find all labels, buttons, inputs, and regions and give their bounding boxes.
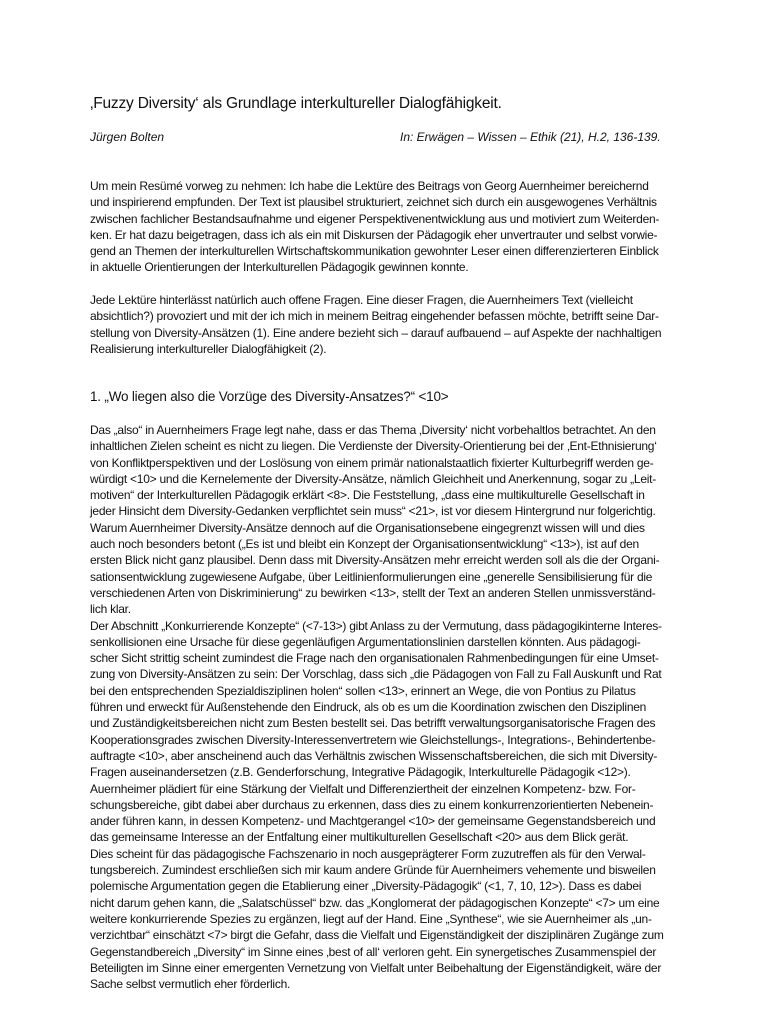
document-title: ‚Fuzzy Diversity‘ als Grundlage interkultureller Dialogfähigkeit. bbox=[90, 95, 502, 112]
text-line: gend an Themen der interkulturellen Wirtschaftskommunikation gewohnter Leser einen differenzierteren Einblick bbox=[90, 244, 659, 259]
text-line: Fragen auseinandersetzen (z.B. Genderforschung, Integrative Pädagogik, Interkulturelle Pädagogik <12>). bbox=[90, 765, 631, 780]
text-line: senkollisionen eine Ursache für diese gegenläufigen Argumentationslinien darstellen könnten. Aus pädagogi- bbox=[90, 634, 641, 649]
text-line: ersten Blick nicht ganz plausibel. Denn dass mit Diversity-Ansätzen mehr erreicht werden soll als die der Organi- bbox=[90, 553, 660, 568]
text-line: würdigt <10> und die Kernelemente der Diversity-Ansätze, nämlich Gleichheit und Anerkennung, sogar zu „Leit- bbox=[90, 471, 656, 486]
text-line: Beteiligten im Sinne einer emergenten Vernetzung von Vielfalt unter Beibehaltung der Eigenständigkeit, wäre der bbox=[90, 960, 662, 975]
text-line: verschiedenen Arten von Diskriminierung“ zu bewirken <13>, stellt der Text an anderen Stellen unmissverständ- bbox=[90, 585, 656, 600]
text-line: auftragte <10>, aber anscheinend auch das Verhältnis zwischen Wissenschaftsbereichen, die sich mit Diversity- bbox=[90, 748, 658, 763]
text-line: verzichtbar“ einschätzt <7> birgt die Gefahr, dass die Vielfalt und Eigenständigkeit der disziplinären Zugänge zum bbox=[90, 928, 664, 943]
text-line: zung von Diversity-Ansätzen zu sein: Der Vorschlag, dass sich „die Pädagogen von Fall zu Fall Auskunft und Rat bbox=[90, 667, 662, 682]
text-line: Gegenstandbereich „Diversity“ im Sinne eines ‚best of all‘ verloren geht. Ein synergetisches Zusammenspiel der bbox=[90, 944, 657, 959]
text-line: scher Sicht strittig scheint zumindest die Frage nach den organisationalen Rahmenbedingungen für eine Umset- bbox=[90, 651, 659, 666]
text-line: absichtlich?) provoziert und mit der ich mich in meinem Beitrag eingehender befassen möchte, betrifft seine Dar- bbox=[90, 309, 659, 324]
text-line: und Zuständigkeitsbereichen nicht zum Besten bestellt sei. Das betrifft verwaltungsorganisatorische Fragen des bbox=[90, 716, 656, 731]
author-name: Jürgen Bolten bbox=[90, 130, 165, 144]
paragraph-questions bbox=[90, 292, 672, 357]
section-heading: 1. „Wo liegen also die Vorzüge des Diversity-Ansatzes?“ <10> bbox=[90, 389, 449, 404]
text-line: inhaltlichen Zielen scheint es nicht zu liegen. Die Verdienste der Diversity-Orientierung bei der ‚Ent-Ethnisierung‘ bbox=[90, 439, 657, 454]
text-line: ander führen kann, in dessen Kompetenz- und Machtgerangel <10> der gemeinsame Gegenstandsbereich und bbox=[90, 814, 656, 829]
text-line: Warum Auernheimer Diversity-Ansätze dennoch auf die Organisationsebene eingegrenzt wissen will und dies bbox=[90, 520, 645, 535]
text-line: zwischen fachlicher Bestandsaufnahme und eigener Perspektivenentwicklung aus und motiviert zum Weiterden- bbox=[90, 211, 660, 226]
text-line: auch noch besonders betont („Es ist und bleibt ein Konzept der Organisationsentwicklung“ <13>), ist auf den bbox=[90, 537, 639, 552]
text-line: Um mein Resümé vorweg zu nehmen: Ich habe die Lektüre des Beitrags von Georg Auernheimer bereichernd bbox=[90, 179, 649, 193]
text-line: Kooperationsgrades zwischen Diversity-Interessenvertretern wie Gleichstellungs-, Integrations-, Behindertenbe- bbox=[90, 732, 656, 747]
text-line: schungsbereiche, gibt dabei aber durchaus zu erkennen, dass dies zu einem konkurrenzorientierten Nebenein- bbox=[90, 797, 654, 812]
text-line: führen und erweckt für Außenstehende den Eindruck, als ob es um die Koordination zwischen den Disziplinen bbox=[90, 700, 647, 715]
text-line: motiven“ der Interkulturellen Pädagogik erklärt <8>. Die Feststellung, „dass eine multikulturelle Gesellschaft in bbox=[90, 488, 645, 503]
text-line: in aktuelle Orientierungen der Interkulturellen Pädagogik gewinnen konnte. bbox=[90, 260, 469, 275]
text-line: Der Abschnitt „Konkurrierende Konzepte“ (<7-13>) gibt Anlass zu der Vermutung, dass pädagogikinterne Interes- bbox=[90, 618, 662, 633]
text-line: ken. Er hat dazu beigetragen, dass ich als ein mit Diskursen der Pädagogik eher unvertrauter und selbst vorwie- bbox=[90, 227, 658, 242]
text-line: Realisierung interkultureller Dialogfähigkeit (2). bbox=[90, 341, 327, 356]
text-line: und inspirierend empfunden. Der Text ist plausibel strukturiert, zeichnet sich durch ein ausgewogenes Verhältnis bbox=[90, 195, 657, 210]
text-line: von Konfliktperspektiven und der Loslösung von einem primär nationalstaatlich fixierter Kulturbegriff werden ge- bbox=[90, 455, 654, 470]
text-line: das gemeinsame Interesse an der Entfaltung einer multikulturellen Gesellschaft <20> aus dem Blick gerät. bbox=[90, 830, 629, 845]
text-line: Jede Lektüre hinterlässt natürlich auch offene Fragen. Eine dieser Fragen, die Auernheimers Text (vielleicht bbox=[90, 293, 633, 307]
text-line: polemische Argumentation gegen die Etablierung einer „Diversity-Pädagogik“ (<1, 7, 10, 12>). Dass es dabei bbox=[90, 879, 642, 894]
text-line: tungsbereich. Zumindest erschließen sich mir kaum andere Gründe für Auernheimers vehemente und bisweilen bbox=[90, 863, 656, 878]
paragraph-intro bbox=[90, 178, 672, 276]
text-line: Dies scheint für das pädagogische Fachszenario in noch ausgeprägterer Form zuzutreffen als für den Verwal- bbox=[90, 846, 646, 861]
text-line: Auernheimer plädiert für eine Stärkung der Vielfalt und Differenziertheit der einzelnen Kompetenz- bzw. For- bbox=[90, 781, 636, 796]
text-line: bei den entsprechenden Spezialdisziplinen holen“ sollen <13>, erinnert an Wege, die von Pontius zu Pilatus bbox=[90, 683, 636, 698]
text-line: weitere konkurrierende Spezies zu ergänzen, liegt auf der Hand. Eine „Synthese“, wie sie Auernheimer als „un- bbox=[90, 911, 652, 926]
text-line: nicht darum gehen kann, die „Salatschüssel“ bzw. das „Konglomerat der pädagogischen Konzepte“ <7> um eine bbox=[90, 895, 660, 910]
text-line: Das „also“ in Auernheimers Frage legt nahe, dass er das Thema ‚Diversity‘ nicht vorbehaltlos betrachtet. An den bbox=[90, 423, 656, 437]
text-line: lich klar. bbox=[90, 602, 131, 617]
text-line: Sache selbst vermutlich eher förderlich. bbox=[90, 977, 291, 992]
section-body bbox=[90, 422, 672, 992]
text-line: jeder Hinsicht dem Diversity-Gedanken verpflichtet sein muss“ <21>, ist vor diesem Hintergrund nur folgerichtig. bbox=[90, 504, 656, 519]
text-line: sationsentwicklung zugewiesene Aufgabe, über Leitlinienformulierungen eine „generelle Sensibilisierung für die bbox=[90, 569, 653, 584]
text-line: stellung von Diversity-Ansätzen (1). Eine andere bezieht sich – darauf aufbauend – auf Aspekte der nachhaltigen bbox=[90, 325, 662, 340]
source-citation: In: Erwägen – Wissen – Ethik (21), H.2, 136-139. bbox=[400, 130, 661, 144]
